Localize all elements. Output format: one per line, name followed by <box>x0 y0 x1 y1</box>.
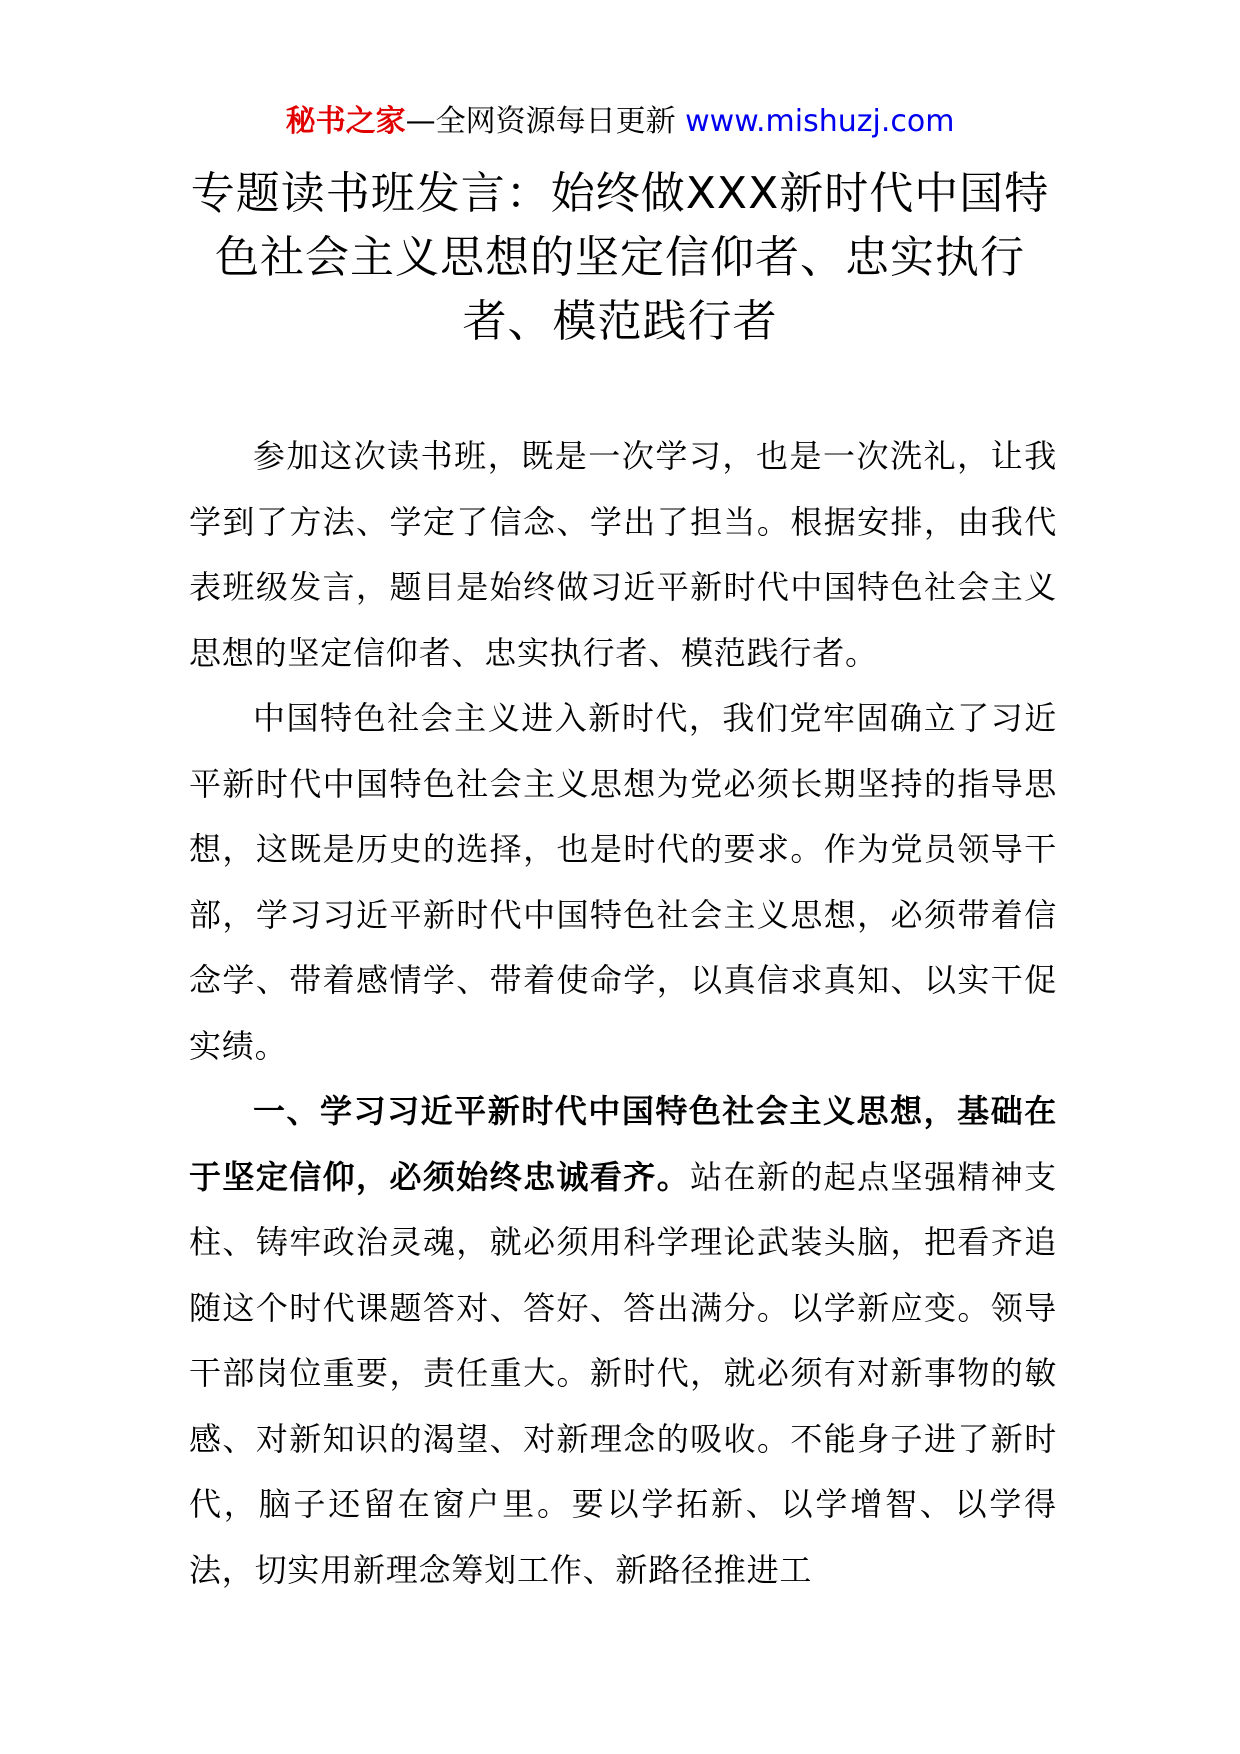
paragraph-text: 参加这次读书班，既是一次学习，也是一次洗礼，让我学到了方法、学定了信念、学出了担当。根据安排，由我代表班级发言，题目是始终做习近平新时代中国特色社会主义思想的坚定信仰者、忠实执行者、模范践行者。 <box>189 437 1057 672</box>
paragraph-text: 中国特色社会主义进入新时代，我们党牢固确立了习近平新时代中国特色社会主义思想为党必须长期坚持的指导思想，这既是历史的选择，也是时代的要求。作为党员领导干部，学习习近平新时代中国特色社会主义思想，必须带着信念学、带着感情学、带着使命学，以真信求真知、以实干促实绩。 <box>189 699 1057 1065</box>
paragraph-text: 站在新的起点坚强精神支柱、铸牢政治灵魂，就必须用科学理论武装头脑，把看齐追随这个时代课题答对、答好、答出满分。以学新应变。领导干部岗位重要，责任重大。新时代，就必须有对新事物的敏感、对新知识的渴望、对新理念的吸收。不能身子进了新时代，脑子还留在窗户里。要以学拓新、以学增智、以学得法，切实用新理念筹划工作、新路径推进工 <box>189 1157 1057 1589</box>
section-heading: 一、学习习近平新时代中国特色社会主义思想，基础在于坚定信仰，必须始终忠诚看齐。 <box>189 1092 1057 1196</box>
site-url-link[interactable]: www.mishuzj.com <box>685 104 955 139</box>
document-title: 专题读书班发言：始终做XXX新时代中国特色社会主义思想的坚定信仰者、忠实执行者、模范践行者 <box>190 168 1050 347</box>
paragraph <box>189 424 1057 686</box>
paragraph <box>189 1079 1057 1603</box>
site-header <box>0 100 1240 144</box>
site-tagline: —全网资源每日更新 <box>405 104 676 139</box>
paragraph <box>189 686 1057 1079</box>
document-body <box>189 424 1057 1603</box>
site-brand: 秘书之家 <box>285 104 406 139</box>
